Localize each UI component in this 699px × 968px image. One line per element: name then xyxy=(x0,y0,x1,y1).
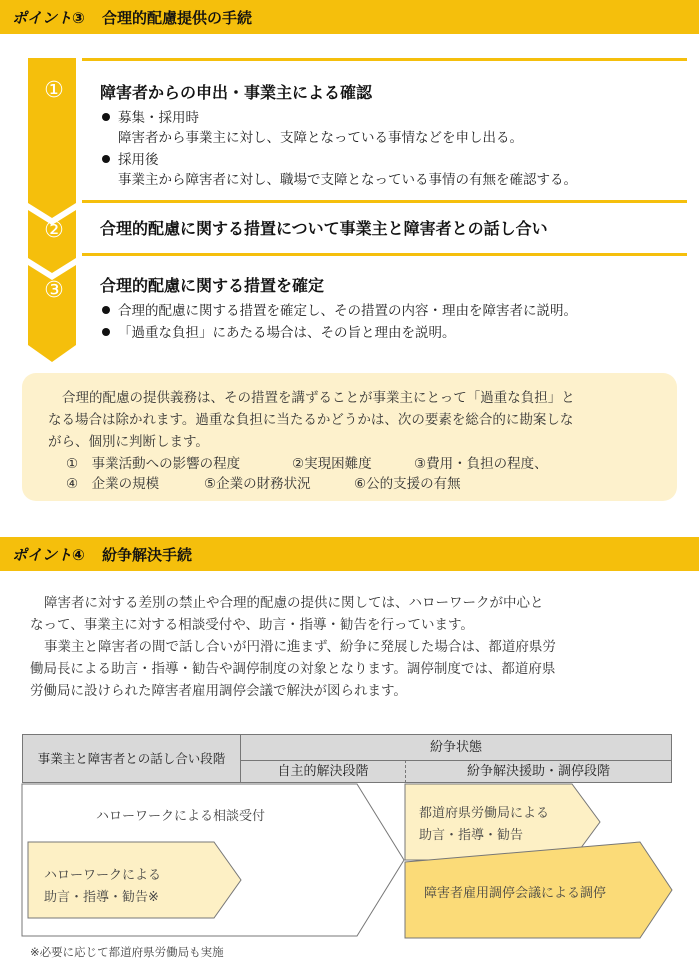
step-1-item-2-head: 採用後 xyxy=(118,152,159,168)
point4-title: 紛争解決手続 xyxy=(101,546,192,564)
step-3-title: 合理的配慮に関する措置を確定 xyxy=(100,276,325,295)
factor-3: ③費用・負担の程度、 xyxy=(414,456,548,472)
table-header-talk-stage: 事業主と障害者との話し合い段階 xyxy=(22,734,241,783)
factor-4: ④ 企業の規模 xyxy=(66,476,160,492)
hw-consult-label: ハローワークによる相談受付 xyxy=(96,809,266,824)
step-3-item-1: 合理的配慮に関する措置を確定し、その措置の内容・理由を障害者に説明。 xyxy=(118,303,577,319)
pref-advice-line-1: 都道府県労働局による xyxy=(419,806,550,821)
para-line-1: 障害者に対する差別の禁止や合理的配慮の提供に関しては、ハローワークが中心と xyxy=(44,595,544,611)
point3-title: 合理的配慮提供の手続 xyxy=(101,9,252,27)
bullet-icon xyxy=(102,155,110,163)
bullet-icon xyxy=(102,328,110,336)
step-1-number: ① xyxy=(44,78,64,103)
factor-1: ① 事業活動への影響の程度 xyxy=(66,456,241,472)
step-1-item-1-head: 募集・採用時 xyxy=(118,110,199,126)
step-2-title: 合理的配慮に関する措置について事業主と障害者との話し合い xyxy=(100,219,548,238)
step-3-top-rule xyxy=(82,253,687,256)
footnote: ※必要に応じて都道府県労働局も実施 xyxy=(30,945,224,959)
step-3-item-2: 「過重な負担」にあたる場合は、その旨と理由を説明。 xyxy=(118,325,456,341)
para-line-4: 働局長による助言・指導・勧告や調停制度の対象となります。調停制度では、都道府県 xyxy=(30,661,556,677)
point3-badge: ポイント③ xyxy=(12,9,85,27)
factor-6: ⑥公的支援の有無 xyxy=(354,476,461,492)
hw-advice-line-1: ハローワークによる xyxy=(44,868,162,883)
point4-badge: ポイント④ xyxy=(12,546,85,564)
step-1-item-2-detail: 事業主から障害者に対し、職場で支障となっている事情の有無を確認する。 xyxy=(118,172,577,188)
para-line-2: なって、事業主に対する相談受付や、助言・指導・勧告を行っています。 xyxy=(30,617,474,633)
bullet-icon xyxy=(102,113,110,121)
point3-header xyxy=(0,0,699,34)
para-line-3: 事業主と障害者の間で話し合いが円滑に進まず、紛争に発展した場合は、都道府県労 xyxy=(44,639,556,655)
factor-2: ②実現困難度 xyxy=(292,456,372,472)
note-line-2: なる場合は除かれます。過重な負担に当たるかどうかは、次の要素を総合的に勘案しな xyxy=(48,412,574,428)
step-3-number: ③ xyxy=(44,278,64,303)
factor-5: ⑤企業の財務状況 xyxy=(204,476,311,492)
step-2-number: ② xyxy=(44,218,64,243)
para-line-5: 労働局に設けられた障害者雇用調停会議で解決が図られます。 xyxy=(30,683,407,699)
steps-arrow xyxy=(0,0,100,370)
note-line-1: 合理的配慮の提供義務は、その措置を講ずることが事業主にとって「過重な負担」と xyxy=(62,390,575,406)
table-header-assistance: 紛争解決援助・調停段階 xyxy=(405,760,672,783)
table-header-dispute: 紛争状態 xyxy=(240,734,672,761)
table-header-self-resolution: 自主的解決段階 xyxy=(240,760,406,783)
point4-header xyxy=(0,537,699,571)
step-1-title: 障害者からの申出・事業主による確認 xyxy=(100,83,373,102)
step-2-top-rule xyxy=(82,200,687,203)
step-1-top-rule xyxy=(82,58,687,61)
pref-advice-line-2: 助言・指導・勧告 xyxy=(419,828,524,843)
note-line-3: がら、個別に判断します。 xyxy=(48,434,209,450)
hw-advice-line-2: 助言・指導・勧告※ xyxy=(44,890,159,905)
bullet-icon xyxy=(102,306,110,314)
step-1-item-1-detail: 障害者から事業主に対し、支障となっている事情などを申し出る。 xyxy=(118,130,523,146)
mediation-label: 障害者雇用調停会議による調停 xyxy=(424,886,607,901)
